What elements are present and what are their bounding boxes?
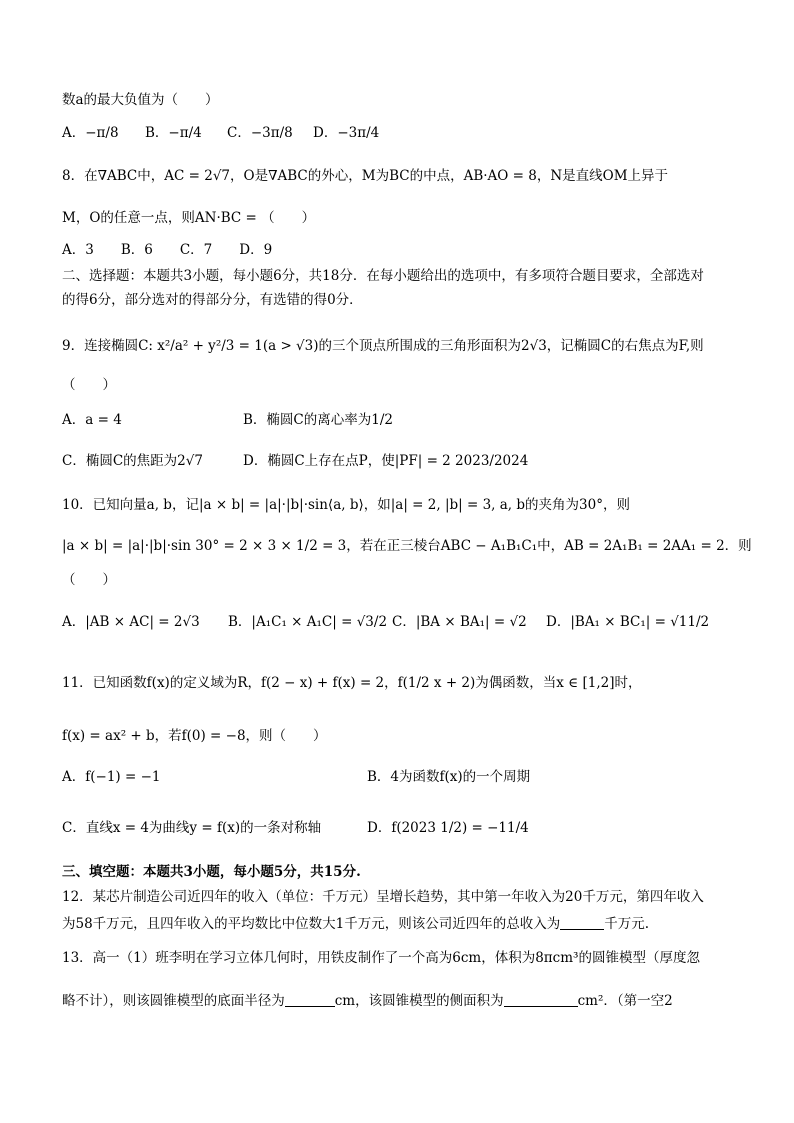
- q13-line-2-text-c: cm²．（第一空2: [577, 993, 673, 1009]
- q8-line-1: 8．在∇ABC中，AC = 2√7，O是∇ABC的外心，M为BC的中点，AB·AO = 8，N是直线OM上异于: [62, 168, 669, 184]
- q11-option-d: D．f(2023 1/2) = −11/4: [367, 820, 529, 836]
- section2-line-2: 的得6分，部分选对的得部分分，有选错的得0分．: [62, 292, 363, 308]
- q11-option-b: B．4为函数f(x)的一个周期: [367, 769, 531, 785]
- q7-option-a: A．−π/8: [62, 125, 119, 141]
- q10-option-b: B．|A₁C₁ × A₁C| = √3/2: [228, 614, 388, 630]
- q13-line-2: [62, 991, 738, 1011]
- q13-line-2-text-a: 略不计），则该圆锥模型的底面半径为: [62, 993, 285, 1009]
- section2-line-1: 二、选择题：本题共3小题，每小题6分，共18分．在每小题给出的选项中，有多项符合题目要求，全部选对: [62, 268, 704, 284]
- q13-line-1: 13．高一（1）班李明在学习立体几何时，用铁皮制作了一个高为6cm，体积为8πcm³的圆锥模型（厚度忽: [62, 950, 700, 966]
- q9-paren: （ ）: [62, 377, 116, 393]
- q11-line-2: f(x) = ax² + b，若f(0) = −8，则（ ）: [62, 728, 327, 744]
- q11-option-a: A．f(−1) = −1: [62, 769, 161, 785]
- q10-option-a: A．|AB × AC| = 2√3: [62, 614, 200, 630]
- q9-option-a: A．a = 4: [62, 412, 122, 428]
- q9-option-b: B．椭圆C的离心率为1/2: [243, 412, 393, 428]
- q10-option-d: D．|BA₁ × BC₁| = √11/2: [546, 614, 710, 630]
- q9-option-d: D．椭圆C上存在点P，使|PF| = 2 2023/2024: [243, 453, 529, 469]
- q10-line-2: |a × b| = |a|·|b|·sin 30° = 2 × 3 × 1/2 = 3，若在正三棱台ABC − A₁B₁C₁中，AB = 2A₁B₁ = 2AA₁ = 2．则: [62, 538, 752, 554]
- q9-stem: 9．连接椭圆C: x²/a² + y²/3 = 1(a > √3)的三个顶点所围成的三角形面积为2√3，记椭圆C的右焦点为F,则: [62, 338, 704, 354]
- q7-option-b: B．−π/4: [145, 125, 202, 141]
- q10-option-c: C．|BA × BA₁| = √2: [392, 614, 527, 630]
- q11-option-c: C．直线x = 4为曲线y = f(x)的一条对称轴: [62, 820, 322, 836]
- q7-stem-end: 数a的最大负值为（ ）: [62, 92, 219, 108]
- q8-line-2: M，O的任意一点，则AN·BC = （ ）: [62, 210, 316, 226]
- q7-option-c: C．−3π/8: [227, 125, 293, 141]
- q12-line-2-unit: 千万元.: [604, 916, 650, 932]
- q10-line-1: 10．已知向量a, b，记|a × b| = |a|·|b|·sin⟨a, b⟩，如|a| = 2, |b| = 3, a, b的夹角为30°，则: [62, 497, 630, 513]
- answer-blank[interactable]: [560, 915, 604, 930]
- q7-option-d: D．−3π/4: [313, 125, 380, 141]
- answer-blank-radius[interactable]: [285, 992, 335, 1007]
- q12-line-2: [62, 914, 738, 934]
- q13-line-2-text-b: cm，该圆锥模型的侧面积为: [334, 993, 504, 1009]
- section3-title: 三、填空题：本题共3小题，每小题5分，共15分.: [62, 864, 361, 880]
- q12-line-2-text: 为58千万元，且四年收入的平均数比中位数大1千万元，则该公司近四年的总收入为: [62, 916, 561, 932]
- answer-blank-area[interactable]: [504, 992, 578, 1007]
- q9-option-c: C．椭圆C的焦距为2√7: [62, 453, 203, 469]
- q10-paren: （ ）: [62, 572, 116, 588]
- q12-line-1: 12．某芯片制造公司近四年的收入（单位：千万元）呈增长趋势，其中第一年收入为20千万元，第四年收入: [62, 889, 704, 905]
- q11-line-1: 11．已知函数f(x)的定义域为R，f(2 − x) + f(x) = 2，f(1/2 x + 2)为偶函数，当x ∈ [1,2]时，: [62, 675, 642, 691]
- q8-options: A．3 B．6 C．7 D．9: [62, 242, 273, 258]
